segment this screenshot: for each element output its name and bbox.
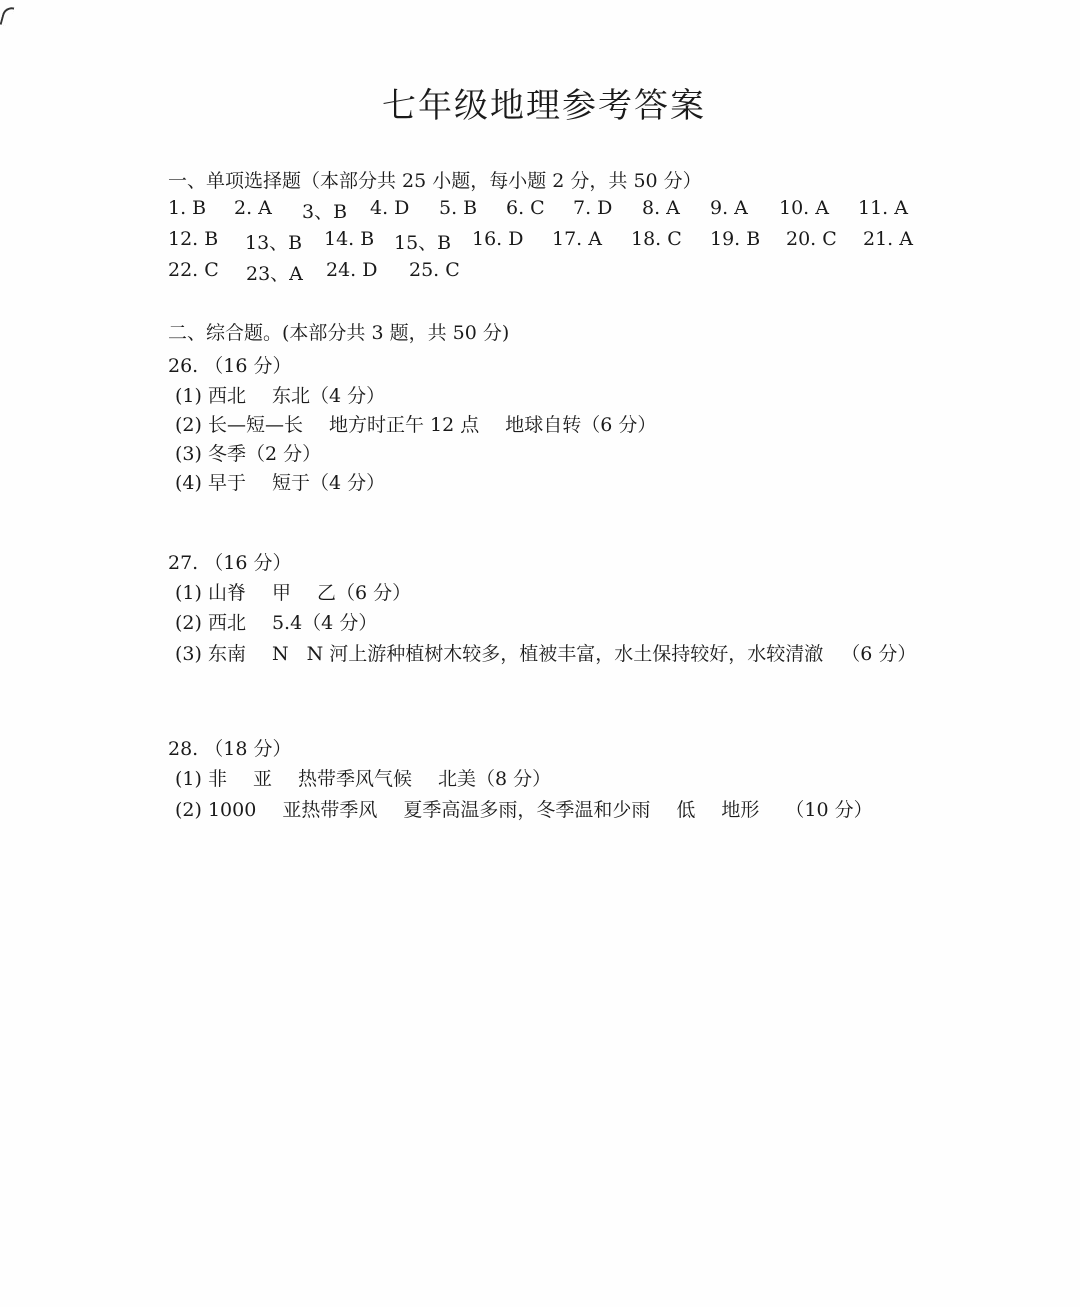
section2-heading: 二、综合题。(本部分共 3 题，共 50 分)	[168, 322, 510, 344]
q26-answer-1: (1) 西北 东北（4 分）	[175, 385, 386, 407]
mc-answer: 8. A	[642, 197, 680, 219]
mc-answer: 3、B	[302, 201, 348, 223]
mc-answer: 1. B	[168, 197, 207, 219]
mc-answer: 11. A	[858, 197, 908, 219]
q28-answer-1: (1) 非 亚 热带季风气候 北美（8 分）	[175, 768, 552, 790]
mc-answer: 22. C	[168, 259, 219, 281]
q28-answer-2: (2) 1000 亚热带季风 夏季高温多雨，冬季温和少雨 低 地形 （10 分）	[175, 799, 873, 821]
mc-answer: 25. C	[409, 259, 460, 281]
mc-answer: 5. B	[439, 197, 478, 219]
mc-answer: 23、A	[246, 263, 303, 285]
mc-answer: 2. A	[234, 197, 272, 219]
q28-heading: 28. （18 分）	[168, 738, 292, 760]
q27-answer-3: (3) 东南 N N 河上游种植树木较多，植被丰富，水土保持较好，水较清澈 （6 分）	[175, 643, 917, 665]
mc-answer: 18. C	[631, 228, 682, 250]
q26-answer-4: (4) 早于 短于（4 分）	[175, 472, 386, 494]
q27-heading: 27. （16 分）	[168, 552, 292, 574]
q26-answer-2: (2) 长—短—长 地方时正午 12 点 地球自转（6 分）	[175, 414, 657, 436]
mc-answer: 14. B	[324, 228, 375, 250]
mc-answer: 4. D	[370, 197, 410, 219]
mc-answer: 9. A	[710, 197, 748, 219]
mc-answer: 12. B	[168, 228, 219, 250]
q27-answer-1: (1) 山脊 甲 乙（6 分）	[175, 582, 412, 604]
q27-answer-2: (2) 西北 5.4（4 分）	[175, 612, 378, 634]
q26-heading: 26. （16 分）	[168, 355, 292, 377]
q26-answer-3: (3) 冬季（2 分）	[175, 443, 322, 465]
mc-answer: 7. D	[573, 197, 613, 219]
mc-answer: 17. A	[552, 228, 602, 250]
mc-answer: 15、B	[394, 232, 452, 254]
mc-answer: 20. C	[786, 228, 837, 250]
section1-heading: 一、单项选择题（本部分共 25 小题，每小题 2 分，共 50 分）	[168, 170, 702, 192]
mc-answer: 24. D	[326, 259, 378, 281]
mc-answer: 6. C	[506, 197, 545, 219]
mc-answer: 21. A	[863, 228, 913, 250]
mc-answer: 13、B	[245, 232, 303, 254]
mc-answer: 10. A	[779, 197, 829, 219]
page-title: 七年级地理参考答案	[382, 86, 706, 126]
mc-answer: 19. B	[710, 228, 761, 250]
corner-scan-mark	[0, 5, 14, 27]
mc-answer: 16. D	[472, 228, 524, 250]
